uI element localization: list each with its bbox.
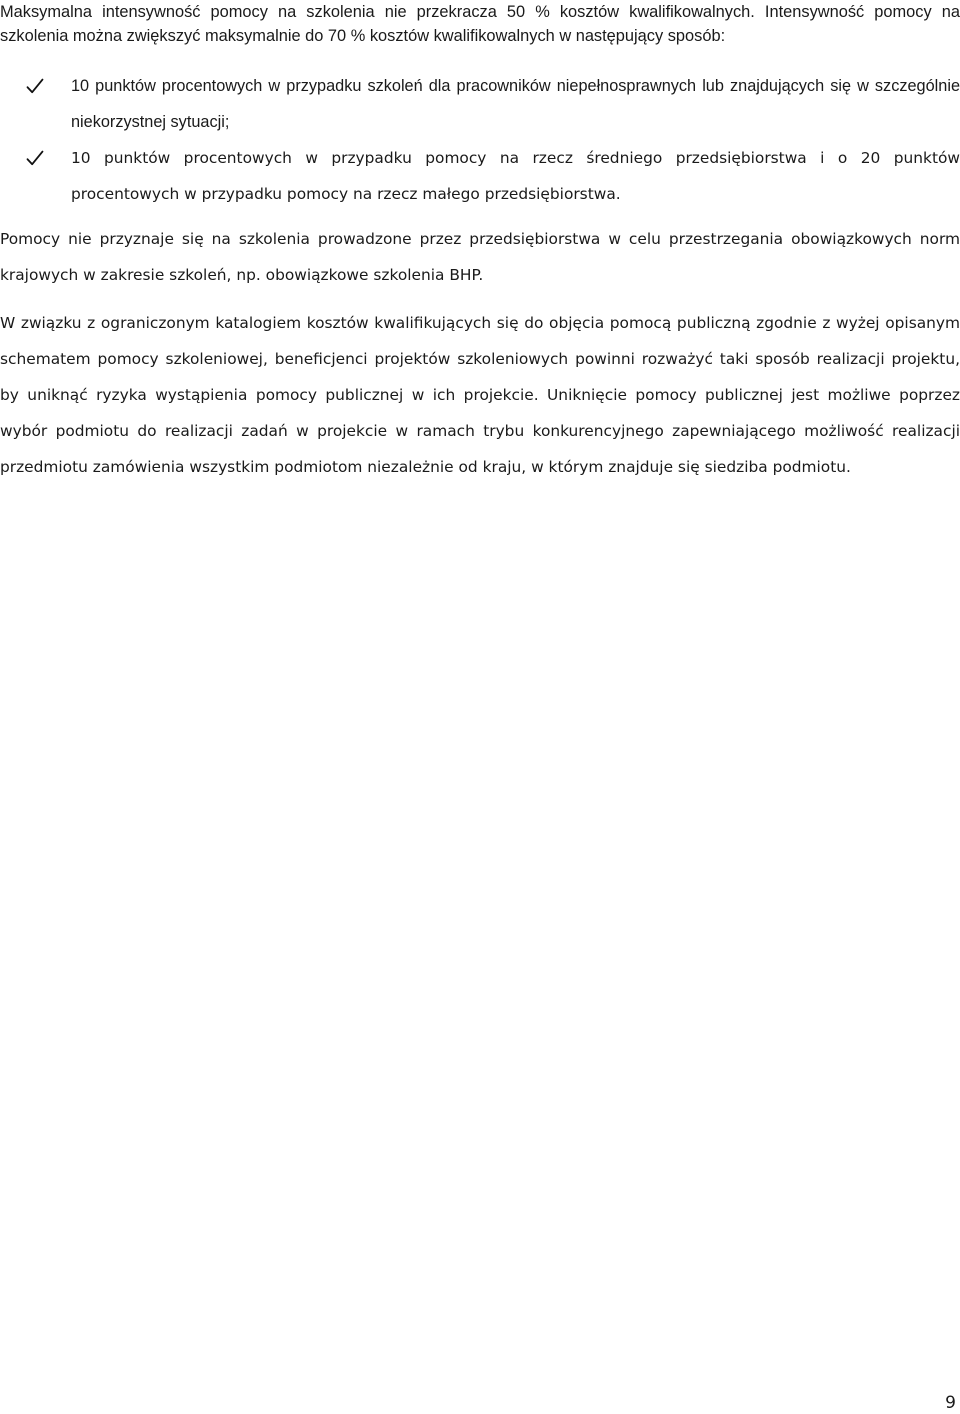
page-number: 9: [945, 1393, 956, 1413]
bullet-text: 10 punktów procentowych w przypadku szkoleń dla pracowników niepełnosprawnych lub znajdujących się w szczególnie niekorzystnej sytuacji;: [71, 77, 960, 131]
checkmark-icon: [26, 78, 44, 94]
bullet-text: 10 punktów procentowych w przypadku pomocy na rzecz średniego przedsiębiorstwa i o 20 punktów procentowych w przypadku pomocy na rzecz małego przedsiębiorstwa.: [71, 149, 960, 203]
bullet-list: [0, 68, 960, 212]
intro-paragraph: Maksymalna intensywność pomocy na szkolenia nie przekracza 50 % kosztów kwalifikowalnych. Intensywność pomocy na szkolenia można zwiększyć maksymalnie do 70 % kosztów kwalifikowalnych w następujący sposób:: [0, 3, 960, 45]
list-item: [0, 140, 960, 212]
checkmark-icon: [26, 150, 44, 166]
body-paragraph: Pomocy nie przyznaje się na szkolenia prowadzone przez przedsiębiorstwa w celu przestrzegania obowiązkowych norm krajowych w zakresie szkoleń, np. obowiązkowe szkolenia BHP.: [0, 230, 960, 284]
list-item: [0, 68, 960, 140]
body-paragraph: W związku z ograniczonym katalogiem kosztów kwalifikujących się do objęcia pomocą publiczną zgodnie z wyżej opisanym schematem pomocy szkoleniowej, beneficjenci projektów szkoleniowych powinni rozważyć taki sposób realizacji projektu, by uniknąć ryzyka wystąpienia pomocy publicznej w ich projekcie. Uniknięcie pomocy publicznej jest możliwe poprzez wybór podmiotu do realizacji zadań w projekcie w ramach trybu konkurencyjnego zapewniającego możliwość realizacji przedmiotu zamówienia wszystkim podmiotom niezależnie od kraju, w którym znajduje się siedziba podmiotu.: [0, 314, 960, 476]
